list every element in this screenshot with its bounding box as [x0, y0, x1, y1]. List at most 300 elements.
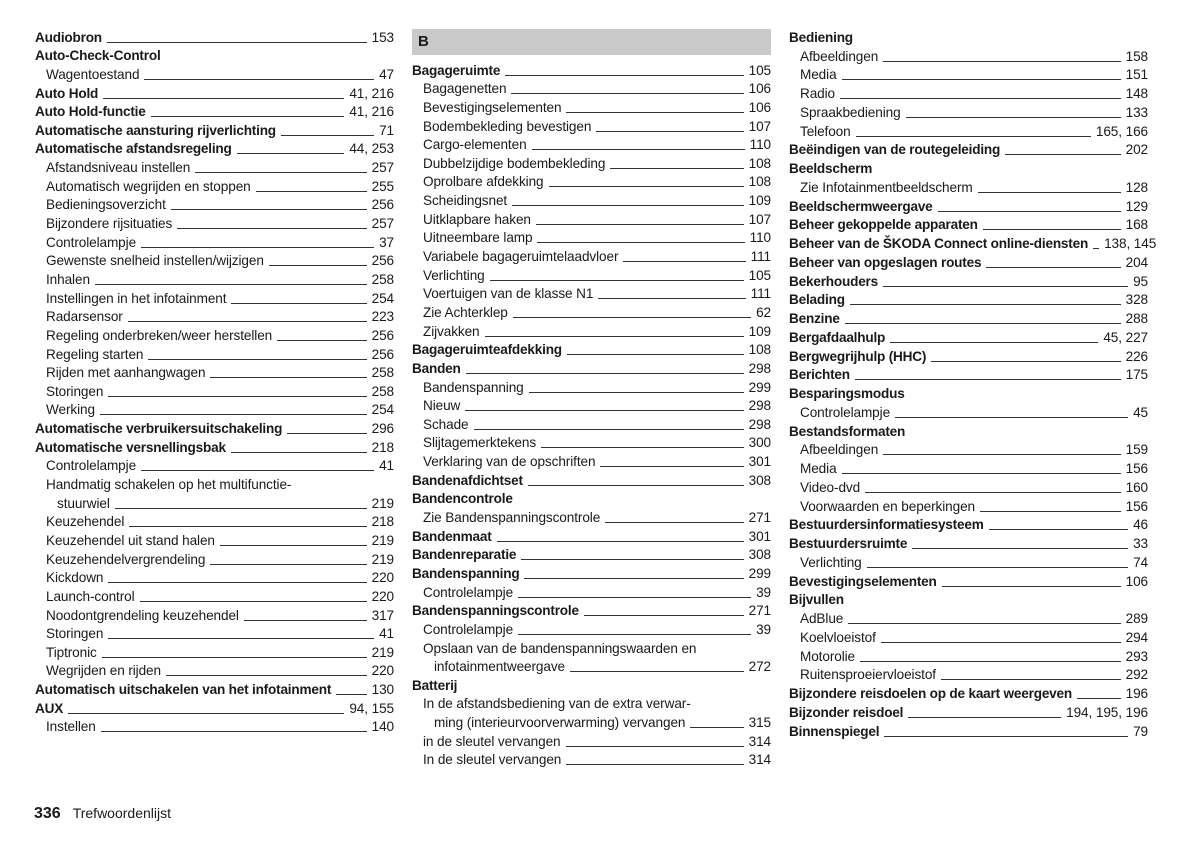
entry-term: Telefoon [800, 123, 851, 139]
leader-line [884, 736, 1128, 737]
index-entry [412, 358, 771, 377]
leader-line [549, 186, 744, 187]
entry-page-numbers: 299 [748, 379, 771, 395]
entry-term: Opslaan van de bandenspanningswaarden en [423, 640, 697, 656]
index-subentry [35, 344, 394, 363]
leader-line [108, 638, 374, 639]
entry-term: Keuzehendelvergrendeling [46, 551, 206, 567]
entry-page-numbers: 219 [371, 551, 394, 567]
leader-line [244, 620, 367, 621]
leader-line [860, 661, 1121, 662]
index-subentry [789, 646, 1148, 665]
index-entry [412, 545, 771, 564]
entry-term: Controlelampje [423, 621, 514, 637]
leader-line [978, 192, 1121, 193]
entry-page-numbers: 219 [371, 495, 394, 511]
entry-term: Automatische versnellingsbak [35, 439, 226, 455]
entry-term: Wagentoestand [46, 66, 140, 82]
index-entry [789, 233, 1157, 252]
entry-term: Rijden met aanhangwagen [46, 365, 206, 381]
entry-term: Launch-control [46, 588, 135, 604]
leader-line [256, 191, 367, 192]
leader-line [690, 727, 743, 728]
leader-line [144, 79, 374, 80]
entry-page-numbers: 108 [748, 155, 771, 171]
index-subentry [412, 209, 771, 228]
leader-line [107, 42, 367, 43]
entry-page-numbers: 45, 227 [1103, 329, 1148, 345]
entry-page-numbers: 314 [748, 733, 771, 749]
leader-line [521, 559, 743, 560]
entry-term: Bagageruimte [412, 62, 501, 78]
leader-line [100, 414, 367, 415]
leader-line [600, 466, 743, 467]
entry-page-numbers: 256 [371, 346, 394, 362]
entry-page-numbers: 218 [371, 439, 394, 455]
entry-term: Instellen [46, 719, 96, 735]
entry-term: infotainmentweergave [434, 659, 565, 675]
entry-term: Bandenspanning [412, 565, 520, 581]
entry-term: Bedieningsoverzicht [46, 197, 166, 213]
leader-line [610, 168, 743, 169]
leader-line [980, 511, 1121, 512]
entry-page-numbers: 294 [1125, 629, 1148, 645]
entry-page-numbers: 41, 216 [349, 85, 394, 101]
entry-page-numbers: 258 [371, 383, 394, 399]
entry-page-numbers: 202 [1125, 142, 1148, 158]
entry-page-numbers: 256 [371, 197, 394, 213]
leader-line [151, 116, 345, 117]
entry-page-numbers: 257 [371, 216, 394, 232]
entry-term: Bagageruimteafdekking [412, 342, 562, 358]
leader-line [490, 280, 744, 281]
leader-line [883, 286, 1128, 287]
index-subentry [412, 638, 771, 657]
entry-page-numbers: 108 [748, 174, 771, 190]
entry-term: Storingen [46, 626, 104, 642]
index-entry [789, 327, 1148, 346]
index-entry [35, 437, 394, 456]
entry-term: Bandenspanningscontrole [412, 603, 579, 619]
index-subentry [35, 157, 394, 176]
entry-page-numbers: 296 [371, 421, 394, 437]
index-subentry [412, 731, 771, 750]
entry-page-numbers: 256 [371, 327, 394, 343]
entry-term: Controlelampje [800, 404, 891, 420]
entry-term: ming (interieurvoorverwarming) vervangen [434, 715, 686, 731]
index-subentry [412, 265, 771, 284]
leader-line [536, 224, 744, 225]
leader-line [598, 298, 745, 299]
entry-page-numbers: 133 [1125, 104, 1148, 120]
leader-line [906, 117, 1121, 118]
index-entry [789, 308, 1148, 327]
entry-page-numbers: 175 [1125, 367, 1148, 383]
entry-page-numbers: 271 [748, 603, 771, 619]
entry-page-numbers: 301 [748, 454, 771, 470]
index-subentry [789, 458, 1148, 477]
leader-line [566, 764, 743, 765]
entry-page-numbers: 105 [748, 62, 771, 78]
leader-line [532, 149, 745, 150]
index-entry [35, 46, 394, 65]
index-entry [412, 563, 771, 582]
entry-term: In de sleutel vervangen [423, 752, 562, 768]
index-subentry [789, 402, 1148, 421]
entry-term: In de afstandsbediening van de extra verwar- [423, 696, 691, 712]
entry-page-numbers: 271 [748, 510, 771, 526]
entry-page-numbers: 45 [1133, 404, 1148, 420]
entry-page-numbers: 71 [379, 122, 394, 138]
index-subentry [789, 440, 1148, 459]
entry-term: Nieuw [423, 398, 461, 414]
entry-term: Koelvloeistof [800, 629, 876, 645]
index-subentry [35, 586, 394, 605]
entry-term: Bekerhouders [789, 273, 879, 289]
leader-line [881, 642, 1121, 643]
leader-line [883, 454, 1120, 455]
leader-line [842, 79, 1121, 80]
entry-page-numbers: 47 [379, 66, 394, 82]
leader-line [466, 373, 744, 374]
entry-term: Automatisch wegrijden en stoppen [46, 178, 251, 194]
entry-page-numbers: 258 [371, 365, 394, 381]
entry-term: Bestuurdersruimte [789, 536, 908, 551]
leader-line [855, 379, 1121, 380]
leader-line [512, 205, 744, 206]
entry-term: Oprolbare afdekking [423, 174, 544, 190]
index-entry [35, 698, 394, 717]
entry-term: Beeldschermweergave [789, 198, 933, 214]
index-subentry [35, 624, 394, 643]
entry-page-numbers: 130 [371, 682, 394, 698]
leader-line [141, 247, 374, 248]
entry-term: Controlelampje [423, 584, 514, 600]
index-subentry [412, 712, 771, 731]
index-subentry [35, 213, 394, 232]
entry-term: Keuzehendel uit stand halen [46, 532, 215, 548]
entry-page-numbers: 110 [749, 137, 771, 153]
entry-term: Radio [800, 86, 836, 101]
entry-page-numbers: 159 [1125, 442, 1148, 458]
leader-line [513, 317, 751, 318]
entry-page-numbers: 254 [371, 402, 394, 418]
entry-term: Batterij [412, 677, 458, 693]
index-subentry [412, 321, 771, 340]
entry-term: Afbeeldingen [800, 48, 879, 64]
entry-page-numbers: 226 [1125, 348, 1148, 364]
entry-page-numbers: 110 [749, 230, 771, 246]
entry-term: Storingen [46, 383, 104, 399]
index-subentry [35, 605, 394, 624]
entry-page-numbers: 301 [748, 528, 771, 544]
entry-page-numbers: 298 [748, 416, 771, 432]
leader-line [497, 541, 744, 542]
index-entry [412, 470, 771, 489]
leader-line [474, 429, 744, 430]
leader-line [108, 396, 366, 397]
index-entry [35, 120, 394, 139]
entry-term: Spraakbediening [800, 104, 901, 120]
leader-line [336, 694, 366, 695]
entry-term: Verlichting [423, 267, 485, 283]
leader-line [281, 135, 374, 136]
leader-line [177, 228, 366, 229]
leader-line [237, 153, 345, 154]
leader-line [128, 321, 367, 322]
leader-line [567, 354, 744, 355]
entry-term: Slijtagemerktekens [423, 435, 537, 451]
index-entry [35, 83, 394, 102]
entry-term: Media [800, 461, 837, 476]
entry-term: Werking [46, 402, 95, 418]
entry-term: Bandenreparatie [412, 547, 517, 563]
entry-page-numbers: 153 [371, 29, 394, 45]
entry-term: Automatische verbruikersuitschakeling [35, 421, 283, 437]
index-subentry [35, 381, 394, 400]
page-footer [34, 805, 171, 823]
entry-term: Beheer van de ŠKODA Connect online-diensten [789, 236, 1089, 251]
entry-term: Zijvakken [423, 323, 480, 339]
leader-line [277, 340, 366, 341]
index-subentry [35, 363, 394, 382]
entry-term: AdBlue [800, 611, 844, 626]
leader-line [524, 578, 743, 579]
entry-page-numbers: 74 [1133, 554, 1148, 570]
entry-term: Media [800, 67, 837, 83]
leader-line [912, 548, 1128, 549]
entry-page-numbers: 220 [371, 588, 394, 604]
entry-term: Afbeeldingen [800, 442, 879, 458]
entry-term: Regeling onderbreken/weer herstellen [46, 327, 273, 343]
index-entry [35, 139, 394, 158]
entry-page-numbers: 39 [756, 584, 771, 600]
entry-page-numbers: 138, 145 [1104, 236, 1157, 251]
index-subentry [35, 269, 394, 288]
index-column-3 [789, 27, 1157, 740]
entry-term: Scheidingsnet [423, 193, 508, 209]
index-column-1 [35, 27, 394, 735]
index-subentry [789, 83, 1148, 102]
entry-term: Voorwaarden en beperkingen [800, 498, 976, 514]
entry-term: Noodontgrendeling keuzehendel [46, 607, 239, 623]
entry-term: Beëindigen van de routegeleiding [789, 142, 1001, 158]
entry-term: Handmatig schakelen op het multifunctie- [46, 477, 292, 493]
entry-page-numbers: 41 [379, 626, 394, 642]
entry-term: Beheer gekoppelde apparaten [789, 217, 978, 233]
index-subentry [412, 619, 771, 638]
index-subentry [412, 694, 771, 713]
entry-term: Beheer van opgeslagen routes [789, 254, 982, 270]
index-subentry [412, 414, 771, 433]
index-subentry [35, 288, 394, 307]
entry-page-numbers: 293 [1125, 648, 1148, 664]
leader-line [108, 582, 366, 583]
leader-line [511, 93, 743, 94]
entry-page-numbers: 158 [1125, 48, 1148, 64]
index-subentry [412, 507, 771, 526]
entry-page-numbers: 194, 195, 196 [1066, 704, 1148, 720]
index-entry [789, 290, 1148, 309]
leader-line [101, 731, 367, 732]
entry-term: Auto Hold [35, 85, 99, 101]
leader-line [220, 545, 367, 546]
index-subentry [412, 135, 771, 154]
index-subentry [412, 116, 771, 135]
entry-page-numbers: 95 [1133, 273, 1148, 289]
leader-line [541, 447, 744, 448]
index-entry [789, 365, 1148, 384]
leader-line [210, 377, 366, 378]
index-entry [412, 489, 771, 508]
entry-term: Bodembekleding bevestigen [423, 118, 592, 134]
section-letter: B [418, 33, 429, 50]
entry-page-numbers: 299 [748, 565, 771, 581]
leader-line [895, 417, 1128, 418]
entry-term: Audiobron [35, 29, 102, 45]
entry-page-numbers: 298 [748, 360, 771, 376]
entry-term: AUX [35, 700, 64, 716]
leader-line [529, 392, 744, 393]
entry-term: Bevestigingselementen [423, 99, 562, 115]
index-entry [789, 346, 1148, 365]
index-subentry [35, 493, 394, 512]
entry-term: Zie Achterklep [423, 304, 508, 320]
leader-line [103, 98, 344, 99]
leader-line [528, 485, 744, 486]
leader-line [141, 470, 374, 471]
index-subentry [412, 190, 771, 209]
index-entry [412, 340, 771, 359]
entry-page-numbers: 109 [748, 323, 771, 339]
entry-term: Instellingen in het infotainment [46, 290, 227, 306]
entry-page-numbers: 255 [371, 178, 394, 194]
entry-term: Zie Infotainmentbeeldscherm [800, 179, 973, 195]
entry-page-numbers: 315 [748, 715, 771, 731]
leader-line [566, 746, 744, 747]
index-subentry [35, 232, 394, 251]
leader-line [1005, 154, 1120, 155]
index-subentry [412, 657, 771, 676]
index-subentry [35, 530, 394, 549]
entry-page-numbers: 109 [748, 193, 771, 209]
entry-term: Benzine [789, 311, 840, 326]
entry-page-numbers: 41 [379, 458, 394, 474]
index-entry [789, 421, 1148, 440]
index-entry [789, 571, 1148, 590]
entry-page-numbers: 168 [1125, 217, 1148, 233]
index-subentry [412, 451, 771, 470]
leader-line [570, 671, 744, 672]
leader-line [231, 303, 366, 304]
entry-term: Bergafdaalhulp [789, 329, 886, 345]
entry-page-numbers: 289 [1125, 611, 1148, 626]
index-subentry [35, 568, 394, 587]
index-subentry [35, 456, 394, 475]
entry-page-numbers: 41, 216 [349, 104, 394, 120]
leader-line [890, 342, 1098, 343]
leader-line [231, 452, 367, 453]
footer-title: Trefwoordenlijst [72, 805, 171, 821]
index-entry [789, 140, 1148, 159]
entry-page-numbers: 288 [1125, 311, 1148, 326]
index-subentry [789, 102, 1148, 121]
entry-page-numbers: 79 [1133, 723, 1148, 739]
index-entry [412, 675, 771, 694]
index-subentry [789, 552, 1148, 571]
leader-line [596, 131, 743, 132]
entry-page-numbers: 106 [1125, 573, 1148, 589]
index-entry [789, 683, 1148, 702]
index-subentry [35, 195, 394, 214]
leader-line [840, 98, 1121, 99]
leader-line [465, 410, 743, 411]
leader-line [942, 586, 1121, 587]
leader-line [842, 473, 1121, 474]
index-subentry [412, 79, 771, 98]
entry-term: Ruitensproeiervloeistof [800, 667, 936, 683]
index-entry [789, 215, 1148, 234]
entry-term: Bandenafdichtset [412, 472, 523, 488]
entry-term: Uitneembare lamp [423, 230, 533, 246]
index-entry [412, 601, 771, 620]
entry-term: Controlelampje [46, 458, 137, 474]
index-subentry [412, 153, 771, 172]
index-column-2 [412, 60, 771, 768]
entry-page-numbers: 300 [748, 435, 771, 451]
leader-line [856, 136, 1091, 137]
leader-line [865, 492, 1121, 493]
entry-term: stuurwiel [57, 495, 110, 511]
entry-term: Keuzehendel [46, 514, 125, 530]
entry-term: Berichten [789, 367, 850, 383]
entry-term: Controlelampje [46, 234, 137, 250]
index-entry [789, 271, 1148, 290]
entry-term: Bevestigingselementen [789, 573, 937, 589]
entry-page-numbers: 62 [756, 304, 771, 320]
index-subentry [35, 717, 394, 736]
entry-page-numbers: 111 [750, 249, 771, 265]
index-entry [35, 679, 394, 698]
index-entry [789, 721, 1148, 740]
entry-page-numbers: 298 [748, 398, 771, 414]
entry-term: in de sleutel vervangen [423, 733, 561, 749]
entry-page-numbers: 314 [748, 752, 771, 768]
entry-term: Automatisch uitschakelen van het infotainment [35, 682, 332, 698]
leader-line [584, 615, 744, 616]
index-subentry [789, 46, 1148, 65]
index-subentry [412, 433, 771, 452]
entry-page-numbers: 129 [1125, 198, 1148, 214]
index-entry [412, 60, 771, 79]
entry-page-numbers: 308 [748, 547, 771, 563]
entry-page-numbers: 219 [371, 532, 394, 548]
index-subentry [412, 302, 771, 321]
entry-term: Bagagenetten [423, 81, 507, 97]
entry-term: Bandencontrole [412, 491, 513, 507]
entry-page-numbers: 317 [371, 607, 394, 623]
index-subentry [789, 496, 1148, 515]
entry-page-numbers: 128 [1125, 179, 1148, 195]
entry-term: Cargo-elementen [423, 137, 527, 153]
leader-line [166, 675, 367, 676]
entry-page-numbers: 292 [1125, 667, 1148, 683]
leader-line [195, 172, 366, 173]
index-entry [412, 526, 771, 545]
entry-term: Verklaring van de opschriften [423, 454, 596, 470]
entry-page-numbers: 220 [371, 570, 394, 586]
entry-page-numbers: 160 [1125, 479, 1148, 495]
